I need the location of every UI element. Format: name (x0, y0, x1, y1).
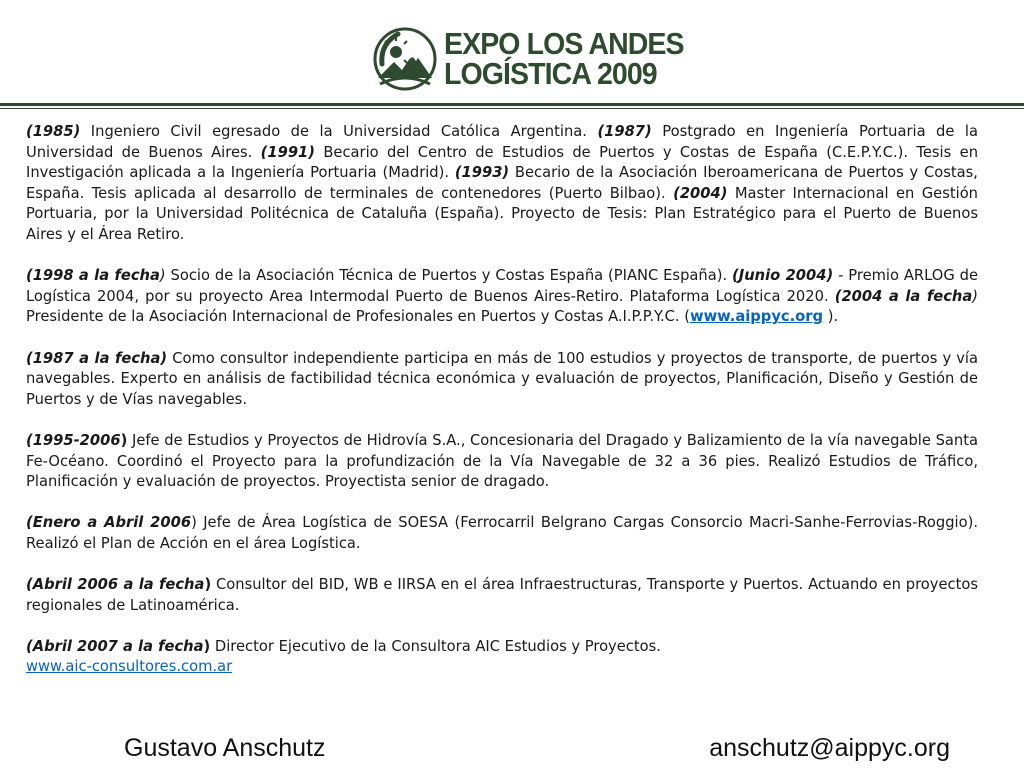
date-range: (Abril 2007 a la fecha (26, 637, 204, 655)
date-range: (Abril 2006 a la fecha (26, 576, 205, 594)
text-run: Presidente de la Asociación Internacional de Profesionales en Puertos y Costas A.I.P.P.Y.C. ( (26, 308, 690, 326)
text-bold: ) (203, 637, 211, 655)
text-run: Becario del Centro de Estudios de Puertos y Costas de España (C.E.P.Y.C.). Tesis en Investigación aplicada a la Ingeniería Portuaria (Madrid). (26, 143, 978, 182)
date-range: (1985) (26, 123, 81, 140)
text-italic: ) (972, 287, 978, 305)
logo-line-1: EXPO LOS ANDES (444, 26, 684, 61)
author-name: Gustavo Anschutz (124, 734, 326, 762)
date-range: (2004) (673, 184, 728, 202)
text-italic: ) (159, 267, 166, 285)
date-range: (2004 a la fecha (834, 287, 973, 305)
header-divider (0, 103, 1024, 106)
text-run: ). (823, 308, 839, 326)
website-link[interactable]: www.aippyc.org (690, 308, 824, 326)
text-run: Director Ejecutivo de la Consultora AIC Estudios y Proyectos. (210, 637, 661, 655)
text-run: Postgrado en Ingeniería Portuaria de la Universidad de Buenos Aires. (26, 123, 978, 161)
text-run: ) (191, 514, 197, 532)
mountain-sun-emblem-icon (372, 26, 438, 92)
text-run: Jefe de Estudios y Proyectos de Hidrovía S.A., Concesionaria del Dragado y Balizamiento de la vía navegable Santa Fe-Océano. Coordinó el Proyecto para la profundización de la Vía Navegable de 32 a 36 pies. Realizó Estudios de Tráfico, Planificación y evaluación de proyectos. Proyectista senior de dragado. (26, 431, 978, 491)
text-bold: ) (204, 576, 212, 594)
logo-wordmark (444, 26, 704, 91)
bio-paragraph (26, 122, 978, 246)
text-run: Jefe de Área Logística de SOESA (Ferrocarril Belgrano Cargas Consorcio Macri-Sanhe-Ferrovias-Roggio). Realizó el Plan de Acción en el área Logística. (26, 514, 979, 552)
text-run: Ingeniero Civil egresado de la Universidad Católica Argentina. (80, 123, 598, 140)
bio-paragraph (26, 575, 978, 616)
bio-paragraph (26, 266, 978, 328)
bio-paragraph (26, 431, 978, 493)
date-range: (1993) (454, 164, 510, 182)
website-link[interactable]: www.aic-consultores.com.ar (26, 658, 233, 676)
date-range: (Enero a Abril 2006 (26, 514, 192, 532)
text-bold: ) (120, 431, 128, 449)
date-range: (1995-2006 (26, 431, 121, 449)
text-run: Consultor del BID, WB e IIRSA en el área Infraestructuras, Transporte y Puertos. Actuando en proyectos regionales de Latinoamérica. (26, 576, 978, 614)
text-run: Becario de la Asociación Iberoamericana de Puertos y Costas, España. Tesis aplicada al desarrollo de terminales de contenedores (Puerto Bilbao). (26, 164, 978, 202)
author-email: anschutz@aippyc.org (709, 734, 950, 762)
text-run: Master Internacional en Gestión Portuaria, por la Universidad Politécnica de Cataluña (España). Proyecto de Tesis: Plan Estratégico para el Puerto de Buenos Aires y el Área Retiro. (26, 184, 978, 243)
bio-paragraph (26, 513, 978, 554)
bio-paragraph (26, 349, 978, 411)
slide-header (0, 0, 1024, 100)
header-divider-thin (0, 108, 1024, 109)
date-range: (Junio 2004) (732, 267, 834, 285)
text-run: Como consultor independiente participa en más de 100 estudios y proyectos de transporte, de puertos y vía navegables. Experto en análisis de factibilidad técnica económica y evaluación de proyectos, Planificación, Diseño y Gestión de Puertos y de Vías navegables. (26, 349, 978, 408)
date-range: (1991) (260, 143, 315, 161)
text-run: Socio de la Asociación Técnica de Puertos y Costas España (PIANC España). (165, 267, 733, 285)
text-run: - Premio ARLOG de Logística 2004, por su proyecto Area Intermodal Puerto de Buenos Aires-Retiro. Plataforma Logística 2020. (26, 267, 978, 305)
date-range: (1987 a la fecha) (26, 349, 168, 367)
date-range: (1998 a la fecha (26, 267, 160, 285)
biography-text (26, 122, 978, 678)
logo-line-2: LOGÍSTICA 2009 (444, 56, 657, 91)
date-range: (1987) (597, 123, 652, 140)
bio-paragraph (26, 637, 978, 678)
expo-logo (372, 26, 704, 92)
